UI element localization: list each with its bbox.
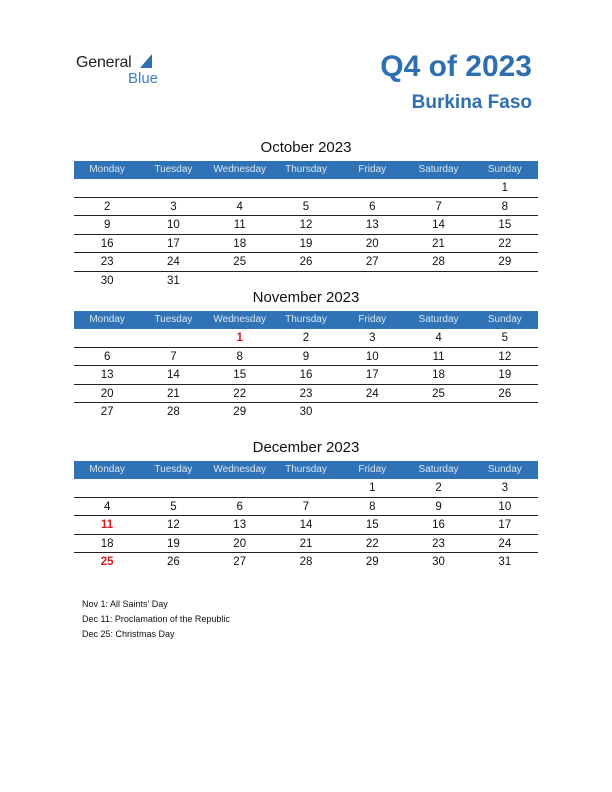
weekday-label: Thursday <box>285 164 327 175</box>
day-cell: 2 <box>435 482 442 494</box>
week-row <box>74 348 538 367</box>
weekday-label: Tuesday <box>154 314 193 325</box>
day-cell: 27 <box>365 256 379 268</box>
day-cell: 25 <box>432 387 445 400</box>
month-title: December 2023 <box>252 439 360 456</box>
month-calendar <box>74 137 538 289</box>
day-cell: 29 <box>365 556 379 568</box>
weekday-header <box>74 461 538 479</box>
weekday-label: Saturday <box>418 464 459 475</box>
day-cell: 25 <box>233 256 247 268</box>
day-cell: 19 <box>167 537 180 550</box>
day-cell: 21 <box>432 237 445 250</box>
day-cell: 4 <box>435 332 442 344</box>
day-cell: 4 <box>236 200 243 213</box>
day-cell: 24 <box>498 537 512 550</box>
day-cell: 24 <box>167 256 180 268</box>
day-cell: 23 <box>432 537 445 550</box>
day-cell: 12 <box>167 519 180 531</box>
day-cell: 23 <box>100 256 114 268</box>
day-cell: 9 <box>302 350 310 363</box>
day-cell: 24 <box>365 387 379 400</box>
weekday-label: Thursday <box>285 314 327 325</box>
day-cell: 7 <box>435 200 442 213</box>
day-cell: 2 <box>302 332 310 344</box>
week-row <box>74 198 538 217</box>
week-row <box>74 179 538 198</box>
day-cell: 20 <box>233 537 247 550</box>
weekday-label: Sunday <box>487 464 522 475</box>
empty-day-cell <box>339 179 405 197</box>
day-cell: 13 <box>365 219 379 231</box>
day-cell: 19 <box>498 369 512 381</box>
day-cell: 13 <box>233 519 247 531</box>
weekday-label: Monday <box>89 164 125 175</box>
day-cell: 4 <box>103 500 111 513</box>
day-cell: 5 <box>501 332 509 344</box>
empty-day-cell <box>140 179 206 197</box>
day-cell: 14 <box>299 519 313 531</box>
weekday-label: Friday <box>358 314 387 325</box>
day-cell: 15 <box>365 519 379 531</box>
weekday-label: Wednesday <box>213 164 267 175</box>
weekday-label: Wednesday <box>213 464 267 475</box>
week-row <box>74 403 538 421</box>
holiday-notes <box>82 597 230 642</box>
weekday-label: Monday <box>89 464 125 475</box>
week-row <box>74 385 538 404</box>
day-cell: 7 <box>170 350 177 363</box>
empty-day-cell <box>74 329 140 347</box>
month-title: October 2023 <box>260 139 352 156</box>
day-cell: 2 <box>103 200 111 213</box>
day-cell: 20 <box>365 237 379 250</box>
logo-triangle-icon <box>140 54 152 68</box>
empty-day-cell <box>339 403 405 421</box>
week-row <box>74 235 538 254</box>
day-cell: 26 <box>498 387 512 400</box>
weekday-label: Sunday <box>487 164 522 175</box>
week-row <box>74 516 538 535</box>
day-cell: 27 <box>233 556 247 568</box>
weekday-label: Thursday <box>285 464 327 475</box>
day-cell: 8 <box>369 500 376 513</box>
day-cell: 26 <box>167 556 180 568</box>
day-cell: 28 <box>167 406 180 418</box>
empty-day-cell <box>273 179 339 197</box>
day-cell: 16 <box>299 369 313 381</box>
logo-text-blue: Blue <box>128 70 159 87</box>
day-cell: 8 <box>501 200 509 213</box>
page-subtitle: Burkina Faso <box>411 92 532 113</box>
day-cell: 17 <box>365 369 379 381</box>
day-cell: 27 <box>100 406 114 418</box>
week-row <box>74 553 538 571</box>
day-cell: 20 <box>100 387 114 400</box>
day-cell: 12 <box>498 350 512 363</box>
day-cell: 29 <box>233 406 247 418</box>
day-cell: 17 <box>498 519 512 531</box>
day-cell: 11 <box>233 219 246 231</box>
holiday-note: Dec 11: Proclamation of the Republic <box>82 614 230 624</box>
day-cell: 22 <box>365 537 379 550</box>
day-cell: 16 <box>432 519 445 531</box>
month-calendar <box>74 437 538 571</box>
day-cell: 10 <box>365 350 379 363</box>
week-row <box>74 329 538 348</box>
weekday-label: Monday <box>89 314 125 325</box>
day-cell: 13 <box>100 369 114 381</box>
weekday-header <box>74 161 538 179</box>
day-cell: 30 <box>100 274 114 287</box>
day-cell: 8 <box>236 350 243 363</box>
empty-day-cell <box>207 479 273 497</box>
day-cell: 10 <box>498 500 512 513</box>
day-cell: 5 <box>302 200 310 213</box>
empty-day-cell <box>273 479 339 497</box>
day-cell: 3 <box>170 200 177 213</box>
empty-day-cell <box>405 403 471 421</box>
day-cell: 1 <box>369 482 376 494</box>
weekday-label: Wednesday <box>213 314 267 325</box>
logo <box>76 52 176 92</box>
day-cell: 11 <box>101 519 114 531</box>
day-cell: 23 <box>299 387 313 400</box>
empty-day-cell <box>140 479 206 497</box>
day-cell: 6 <box>103 350 111 363</box>
empty-day-cell <box>207 179 273 197</box>
weekday-label: Sunday <box>487 314 522 325</box>
day-cell: 6 <box>369 200 376 213</box>
day-cell: 16 <box>100 237 114 250</box>
day-cell: 10 <box>167 219 180 231</box>
day-cell: 30 <box>299 406 313 418</box>
day-cell: 14 <box>432 219 445 231</box>
empty-day-cell <box>74 179 140 197</box>
day-cell: 21 <box>299 537 313 550</box>
day-cell: 26 <box>299 256 313 268</box>
weekday-header <box>74 311 538 329</box>
holiday-note: Dec 25: Christmas Day <box>82 629 175 639</box>
day-cell: 9 <box>103 219 111 231</box>
day-cell: 22 <box>498 237 512 250</box>
empty-day-cell <box>405 179 471 197</box>
holiday-note: Nov 1: All Saints’ Day <box>82 599 168 609</box>
empty-day-cell <box>140 329 206 347</box>
week-row <box>74 216 538 235</box>
logo-text-general: General <box>76 54 132 71</box>
week-row <box>74 535 538 554</box>
day-cell: 22 <box>233 387 247 400</box>
month-title: November 2023 <box>252 289 360 306</box>
day-cell: 31 <box>498 556 512 568</box>
weekday-label: Tuesday <box>154 164 193 175</box>
day-cell: 17 <box>167 237 180 250</box>
day-cell: 7 <box>302 500 310 513</box>
empty-day-cell <box>472 403 538 421</box>
day-cell: 1 <box>236 332 243 344</box>
day-cell: 6 <box>236 500 243 513</box>
week-row <box>74 498 538 517</box>
day-cell: 21 <box>167 387 180 400</box>
week-row <box>74 366 538 385</box>
empty-day-cell <box>74 479 140 497</box>
weekday-label: Saturday <box>418 164 459 175</box>
day-cell: 28 <box>299 556 313 568</box>
day-cell: 15 <box>498 219 512 231</box>
day-cell: 15 <box>233 369 247 381</box>
day-cell: 9 <box>435 500 442 513</box>
day-cell: 3 <box>501 482 509 494</box>
day-cell: 11 <box>432 350 445 363</box>
day-cell: 25 <box>100 556 114 568</box>
day-cell: 18 <box>233 237 247 250</box>
day-cell: 1 <box>501 182 509 194</box>
month-calendar <box>74 287 538 421</box>
day-cell: 19 <box>299 237 313 250</box>
day-cell: 28 <box>432 256 445 268</box>
day-cell: 18 <box>432 369 445 381</box>
day-cell: 31 <box>167 274 180 287</box>
weekday-label: Saturday <box>418 314 459 325</box>
weekday-label: Tuesday <box>154 464 193 475</box>
week-row <box>74 479 538 498</box>
day-cell: 30 <box>432 556 445 568</box>
day-cell: 18 <box>100 537 114 550</box>
day-cell: 29 <box>498 256 512 268</box>
weekday-label: Friday <box>358 164 387 175</box>
day-cell: 14 <box>167 369 180 381</box>
weekday-label: Friday <box>358 464 387 475</box>
week-row <box>74 253 538 272</box>
day-cell: 5 <box>170 500 177 513</box>
day-cell: 12 <box>299 219 313 231</box>
day-cell: 3 <box>369 332 376 344</box>
page-title: Q4 of 2023 <box>380 50 532 83</box>
